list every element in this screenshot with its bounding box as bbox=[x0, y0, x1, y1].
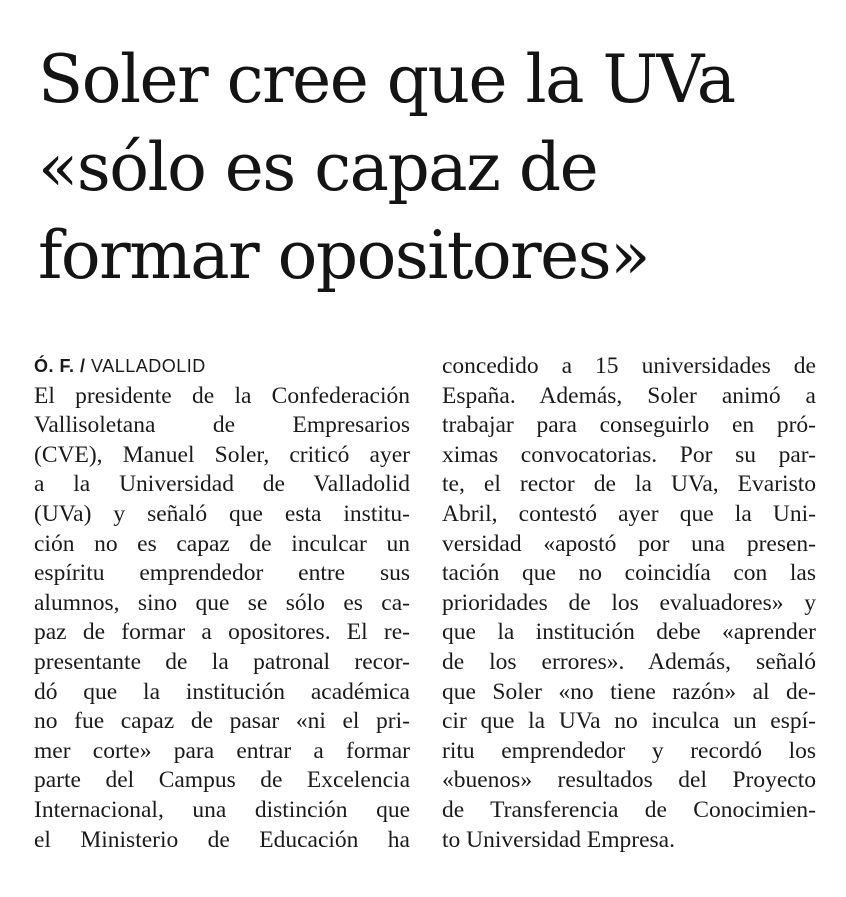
body-line: dó que la institución académica bbox=[34, 678, 410, 705]
body-line: paz de formar a opositores. El re- bbox=[34, 619, 410, 646]
body-line: prioridades de los evaluadores» y bbox=[442, 589, 816, 616]
body-line: de los errores». Además, señaló bbox=[442, 648, 816, 675]
body-line: concedido a 15 universidades de bbox=[442, 353, 816, 379]
body-line: to Universidad Empresa. bbox=[442, 826, 675, 853]
body-line: España. Además, Soler animó a bbox=[442, 382, 816, 409]
body-line: mer corte» para entrar a formar bbox=[34, 737, 410, 764]
body-line: ritu emprendedor y recordó los bbox=[442, 737, 816, 764]
body-line: cir que la UVa no inculca un espí- bbox=[442, 708, 816, 735]
article-column-right bbox=[442, 352, 816, 855]
body-line: (CVE), Manuel Soler, criticó ayer bbox=[34, 441, 410, 468]
body-line: espíritu emprendedor entre sus bbox=[34, 560, 410, 587]
headline bbox=[38, 36, 828, 300]
byline-location: VALLADOLID bbox=[91, 356, 206, 376]
body-line: de Transferencia de Conocimien- bbox=[442, 796, 816, 823]
body-line: versidad «apostó por una presen- bbox=[442, 530, 816, 557]
body-line: tación que no coincidía con las bbox=[442, 560, 816, 587]
body-line: parte del Campus de Excelencia bbox=[34, 767, 410, 794]
headline-line: «sólo es capaz de bbox=[38, 129, 598, 206]
body-line: «buenos» resultados del Proyecto bbox=[442, 767, 816, 794]
body-line: Vallisoletana de Empresarios bbox=[34, 412, 410, 439]
body-line: el Ministerio de Educación ha bbox=[34, 826, 410, 853]
body-line: trabajar para conseguirlo en pró- bbox=[442, 412, 816, 439]
body-line: Abril, contestó ayer que la Uni- bbox=[442, 500, 816, 527]
body-line: El presidente de la Confederación bbox=[34, 382, 410, 409]
headline-line: Soler cree que la UVa bbox=[38, 41, 735, 118]
body-line: presentante de la patronal recor- bbox=[34, 648, 410, 675]
body-line: ximas convocatorias. Por su par- bbox=[442, 441, 816, 468]
article-column-left bbox=[34, 352, 410, 855]
body-line: (UVa) y señaló que esta institu- bbox=[34, 500, 410, 527]
body-line: a la Universidad de Valladolid bbox=[34, 471, 410, 498]
body-line: te, el rector de la UVa, Evaristo bbox=[442, 471, 816, 498]
body-line: no fue capaz de pasar «ni el pri- bbox=[34, 708, 410, 735]
body-line: Internacional, una distinción que bbox=[34, 796, 410, 823]
body-line: que la institución debe «aprender bbox=[442, 619, 816, 646]
body-line: alumnos, sino que se sólo es ca- bbox=[34, 589, 410, 616]
byline bbox=[34, 352, 410, 382]
byline-author: Ó. F. / bbox=[34, 356, 86, 376]
headline-line: formar opositores» bbox=[38, 217, 649, 294]
body-line: ción no es capaz de inculcar un bbox=[34, 530, 410, 557]
body-line: que Soler «no tiene razón» al de- bbox=[442, 678, 816, 705]
